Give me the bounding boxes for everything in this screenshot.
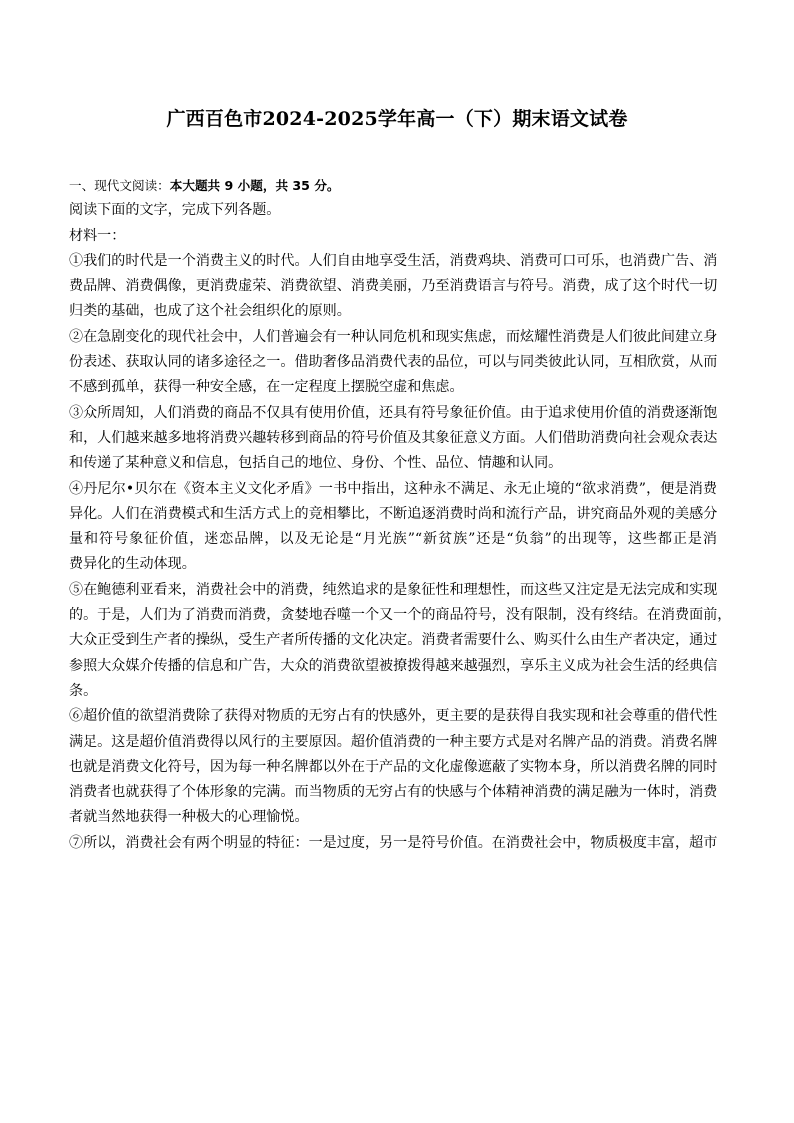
paragraph-line: 参照大众媒介传播的信息和广告，大众的消费欲望被撩拨得越来越强烈，享乐主义成为社会生活的经典信 — [69, 657, 718, 674]
paragraph-line: ⑤在鲍德利亚看来，消费社会中的消费，纯然追求的是象征性和理想性，而这些又注定是无法完成和实现 — [69, 581, 718, 598]
paragraph-line: ③众所周知，人们消费的商品不仅具有使用价值，还具有符号象征价值。由于追求使用价值的消费逐渐饱 — [69, 404, 718, 421]
paragraph-line: 不感到孤单，获得一种安全感，在一定程度上摆脱空虚和焦虑。 — [69, 379, 464, 396]
paragraph — [69, 704, 717, 830]
paragraph — [69, 249, 717, 325]
paragraph-line: 和，人们越来越多地将消费兴趣转移到商品的符号价值及其象征意义方面。人们借助消费向社会观众表达 — [69, 429, 718, 446]
reading-instruction: 阅读下面的文字，完成下列各题。 — [69, 202, 281, 219]
paragraph — [69, 325, 717, 401]
passage-paragraphs — [69, 249, 732, 856]
paragraph-line: ①我们的时代是一个消费主义的时代。人们自由地享受生活，消费鸡块、消费可口可乐，也消费广告、消 — [69, 252, 718, 269]
paragraph-line: 费异化的生动体现。 — [69, 556, 196, 573]
paragraph-line: 归类的基础，也成了这个社会组织化的原则。 — [69, 303, 351, 320]
paragraph-line: 也就是消费文化符号，因为每一种名牌都以外在于产品的文化虚像遮蔽了实物本身，所以消费名牌的同时 — [69, 758, 718, 775]
paragraph — [69, 401, 717, 477]
paragraph-line: 者就当然地获得一种极大的心理愉悦。 — [69, 809, 309, 826]
paragraph-line: 异化。人们在消费模式和生活方式上的竞相攀比，不断追逐消费时尚和流行产品，讲究商品外观的美感分 — [69, 505, 718, 522]
paragraph-line: 条。 — [69, 682, 98, 699]
passage-content — [69, 173, 732, 856]
paragraph-line: 的。于是，人们为了消费而消费，贪婪地吞噬一个又一个的商品符号，没有限制，没有终结。在消费面前， — [69, 607, 732, 624]
paragraph — [69, 831, 717, 856]
paragraph-line: 量和符号象征价值，迷恋品牌，以及无论是“月光族”“新贫族”还是“负翁”的出现等，这些都正是消 — [69, 531, 717, 548]
section-detail: 本大题共 9 小题，共 35 分。 — [169, 178, 340, 193]
section-heading — [69, 173, 717, 198]
paragraph-line: ②在急剧变化的现代社会中，人们普遍会有一种认同危机和现实焦虑，而炫耀性消费是人们彼此间建立身 — [69, 328, 718, 345]
section-prefix: 一、现代文阅读： — [69, 178, 170, 193]
paragraph-line: ⑥超价值的欲望消费除了获得对物质的无穷占有的快感外，更主要的是获得自我实现和社会尊重的借代性 — [69, 708, 718, 725]
page-title: 广西百色市2024-2025学年高一（下）期末语文试卷 — [166, 108, 628, 130]
paragraph-line: ④丹尼尔•贝尔在《资本主义文化矛盾》一书中指出，这种永不满足、永无止境的“欲求消费”，便是消费 — [69, 480, 717, 497]
paragraph-line: 份表述、获取认同的诸多途径之一。借助奢侈品消费代表的品位，可以与同类彼此认同，互相欣赏，从而 — [69, 354, 718, 371]
paragraph — [69, 578, 732, 704]
paragraph — [69, 477, 717, 578]
paragraph-line: 费品牌、消费偶像，更消费虚荣、消费欲望、消费美丽，乃至消费语言与符号。消费，成了这个时代一切 — [69, 278, 718, 295]
paragraph-line: ⑦所以，消费社会有两个明显的特征：一是过度，另一是符号价值。在消费社会中，物质极度丰富，超市 — [69, 834, 718, 851]
paragraph-line: 和传递了某种意义和信息，包括自己的地位、身份、个性、品位、情趣和认同。 — [69, 455, 563, 472]
paragraph-line: 消费者也就获得了个体形象的完满。而当物质的无穷占有的快感与个体精神消费的满足融为一体时，消费 — [69, 784, 718, 801]
paragraph-line: 大众正受到生产者的操纵，受生产者所传播的文化决定。消费者需要什么、购买什么由生产者决定，通过 — [69, 632, 718, 649]
material-label: 材料一： — [69, 227, 126, 244]
paragraph-line: 满足。这是超价值消费得以风行的主要原因。超价值消费的一种主要方式是对名牌产品的消费。消费名牌 — [69, 733, 718, 750]
